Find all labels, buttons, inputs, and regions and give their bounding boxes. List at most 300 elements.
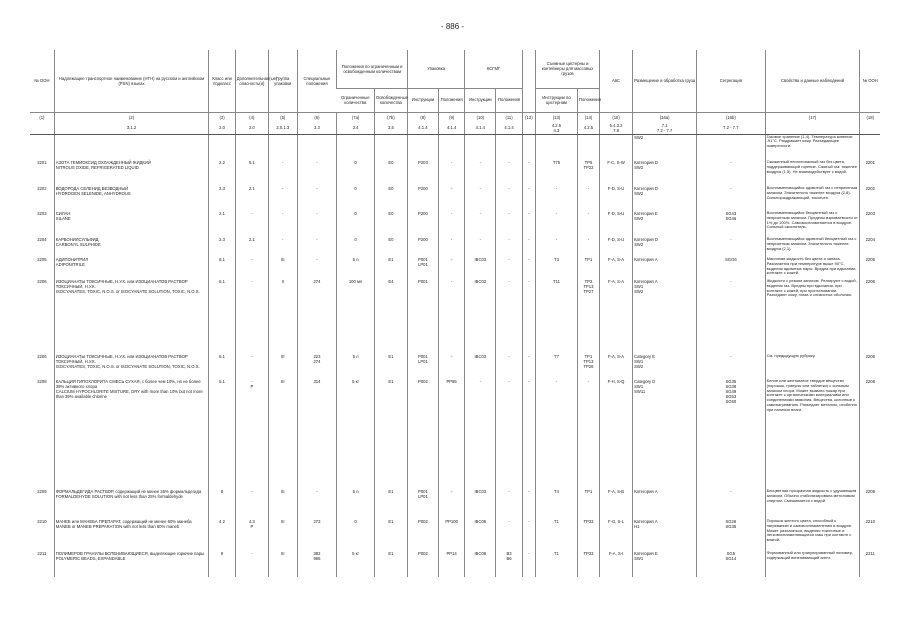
subsidiary-risk: - P [235,379,268,489]
stowage: Категория A [633,489,697,519]
header-ibc-positions: Положения [496,88,522,112]
ibc-provision: - [496,279,522,354]
header-limited-excepted: Положения по ограниченным и освобожденным количествам [337,50,408,88]
class: 2.3 [209,237,235,257]
un-number-right [860,134,880,160]
ibc-provision: - [496,519,522,551]
column-number: (2) [54,112,209,122]
column-number: (4) [235,112,268,122]
stowage: Категория A H1 [633,519,697,551]
header-excepted: Освобожденные количества [374,88,407,112]
class: 9 [209,551,235,577]
excepted-quantity: E0 [374,160,407,186]
un-number: 2202 [37,186,47,191]
subsidiary-risk: - [235,489,268,519]
tank-instruction: T3 [536,257,578,279]
column-number: (14) [577,112,599,122]
packing-instruction: P200 [407,237,438,257]
packing-instruction: P002 [407,551,438,577]
header-stowage: Размещение и обработка груза [633,50,697,112]
ibc-instruction: - [465,160,496,186]
column-reference [860,122,880,134]
packing-group: II [268,279,297,354]
un-number: 2208 [37,379,47,384]
stowage: Категория D SW2 [633,186,697,211]
un-number-right: 2204 [860,237,880,257]
stowage: Категория D SW2 [633,237,697,257]
shipping-name: ИЗОЦИАНАТЫ ТОКСИЧНЫЕ, Н.У.К. или ИЗОЦИАНАТОВ РАСТВОР ТОКСИЧНЫЙ, Н.У.К. ISOCYANATES, TOXIC, N.O.S. or ISOCYANATE SOLUTION, TOXIC, N.O.S. [54,279,209,354]
packing-instruction: P001 LP01 [407,257,438,279]
limited-quantity: 0 [337,211,375,237]
tank-instruction: T4 [536,489,578,519]
tank-provision: TP5 TP22 [577,160,599,186]
properties: Белое или желтоватое твердое вещество (порошок, гранулы или таблетки) с сильным запахом хлора. Может вызвать пожар при контакте с органическими материалами или соединениями аммония. Вещества, склонные к самонагреванию. Разъедает металлы, особенно при наличии влаги. [765,379,860,489]
un-number: 2206 [37,279,47,284]
ibc-provision: - [496,354,522,379]
column-reference: 3.4 [337,122,375,134]
shipping-name: ПОЛИМЕРОВ ГРАНУЛЫ ВСПЕНИВАЮЩИЕСЯ, выделяющие горючие пары POLYMERIC BEADS, EXPANDABLE [54,551,209,577]
ibc-instruction: - [465,379,496,489]
packing-instruction: P001 LP01 [407,489,438,519]
column-numbers-row [30,112,880,122]
un-number: 2204 [37,237,47,242]
header-subsidiary-risk: Дополнительная(ые) опасность(и) [235,50,268,112]
column-number: (7b) [374,112,407,122]
column-reference: 2.0 [235,122,268,134]
ems: F-D, S-U [600,211,633,237]
tank-instruction: T1 [536,519,578,551]
excepted-quantity [374,134,407,160]
ems: F-D, S-U [600,237,633,257]
packing-instruction: P002 [407,519,438,551]
special-provisions: - [297,186,337,211]
un-number-right: 2201 [860,160,880,186]
packing-provision: - [438,354,465,379]
dangerous-goods-table [30,50,880,577]
class: 5.1 [209,379,235,489]
column-reference: 4.1.4 [438,122,465,134]
excepted-quantity: E1 [374,519,407,551]
class: 2.3 [209,186,235,211]
column-number: (7a) [337,112,375,122]
un-number: 2201 [37,160,47,165]
shipping-name: МАНЕБ или МАНЕБА ПРЕПАРАТ, содержащий не менее 60% манеба MANEB or MANEB PREPARATION with not less than 60% maneb [54,519,209,551]
packing-group: - [268,186,297,211]
subsidiary-risk: - [235,279,268,354]
table-row [30,279,880,354]
properties: Сжиженный неогнеопасный газ без цвета, поддерживающий горение. Сжатый газ: тяжелее воздуха (1,5). Не взаимодействует с водой. [765,160,860,186]
excepted-quantity: E1 [374,379,407,489]
un-number [30,134,54,160]
shipping-name: СИЛАН SILANE [54,211,209,237]
segregation: SG5 SG14 [697,551,765,577]
stowage: Category E SW1 SW2 [633,354,697,379]
ibc-instruction: IBC02 [465,279,496,354]
col12: - [522,519,535,551]
shipping-name [54,134,209,160]
special-provisions [297,134,337,160]
properties: Воспламеняющийся ядовитый бесцветный газ с неприятным запахом. Значительно тяжелее воздуха (2,1). [765,237,860,257]
properties: Жидкости с резким запахом. Реагируют с водой, выделяя газ. Вредны при вдыхании, при контакте с кожей, при проглатывании. Разъедают кожу, глаза и слизистые оболочки. [765,279,860,354]
class: 8 [209,489,235,519]
column-references-row [30,122,880,134]
stowage: SW2 [633,134,697,160]
tank-provision: TP33 [577,519,599,551]
properties: Газовое хранение (1,4). Температура кипения: -91°C. Раздражает кожу. Разъедающее поверхности. [765,134,860,160]
column-number: (1) [39,114,45,120]
ems: F-G, S-L [600,519,633,551]
tank-instruction: T11 [536,279,578,354]
header-limited: Ограниченные количества [337,88,375,112]
header-no-oon: № ООН [30,50,54,112]
limited-quantity [337,134,375,160]
segregation: - [697,237,765,257]
column-number: (17) [765,112,860,122]
column-reference: 4.1.4 [407,122,438,134]
class: 4.2 [209,519,235,551]
limited-quantity: 100 мл [337,279,375,354]
subsidiary-risk [235,134,268,160]
header-tanks: Съемные цистерны и контейнеры для массовых грузов [536,50,600,88]
segregation: SG43 SG46 [697,211,765,237]
excepted-quantity: E0 [374,211,407,237]
properties: Воспламеняющийся бесцветный газ с неприятным запахом. Пределы взрываемости от 1% до 100%. Самовоспламеняется в воздухе. Сильный окислитель. [765,211,860,237]
ibc-instruction [465,134,496,160]
un-number: 2205 [37,257,47,262]
shipping-name: ВОДОРОДА СЕЛЕНИД БЕЗВОДНЫЙ HYDROGEN SELENIDE, ANHYDROUS [54,186,209,211]
subsidiary-risk: 4.3 P [235,519,268,551]
packing-group: III [268,354,297,379]
packing-group: III [268,551,297,577]
ibc-provision: - [496,211,522,237]
packing-group: - [268,211,297,237]
special-provisions: 314 [297,379,337,489]
header-properties: Свойства и данные наблюдений [765,50,860,112]
ibc-instruction: IBC08 [465,551,496,577]
un-number: 2209 [37,489,47,494]
tank-instruction: T75 [536,160,578,186]
column-number: (5) [268,112,297,122]
table-body [30,134,880,577]
packing-provision: - [438,257,465,279]
ibc-provision: - [496,257,522,279]
segregation [697,134,765,160]
header-packing-group: Группа упаковки [268,50,297,112]
column-number: (11) [496,112,522,122]
shipping-name: ИЗОЦИАНАТЫ ТОКСИЧНЫЕ, Н.У.К. или ИЗОЦИАНАТОВ РАСТВОР ТОКСИЧНЫЙ, Н.У.К. ISOCYANATES, TOXIC, N.O.S. or ISOCYANATE SOLUTION, TOXIC, N.O.S. [54,354,209,379]
excepted-quantity: E1 [374,257,407,279]
ems: F-A, S-A [600,354,633,379]
column-reference: 3.3 [297,122,337,134]
properties: Формованный или гранулированный полимер, содержащий вспенивающий агент. [765,551,860,577]
shipping-name: КАЛЬЦИЯ ГИПОХЛОРИТА СМЕСЬ СУХАЯ, с более чем 10%, но не более 39% активного хлора CALCIUM HYPOCHLORITE MIXTURE, DRY with more than 10% but not more than 39% available chlorine [54,379,209,489]
col12: - [522,186,535,211]
ibc-provision: - [496,489,522,519]
header-no-oon-right: № ООН [860,50,880,112]
excepted-quantity: E4 [374,279,407,354]
col12 [522,134,535,160]
packing-instruction: P203 [407,160,438,186]
header-special-provisions: Специальные положения [297,50,337,112]
limited-quantity: 5 кг [337,379,375,489]
column-reference: 4.2.5 4.3 [536,122,578,134]
packing-instruction: P200 [407,211,438,237]
packing-instruction [407,134,438,160]
excepted-quantity: E1 [374,551,407,577]
un-number-right: 2205 [860,257,880,279]
ibc-provision: B3 B6 [496,551,522,577]
stowage: Категория A [633,257,697,279]
ibc-instruction: IBC03 [465,354,496,379]
un-number: 2203 [37,211,47,216]
properties: Порошок желтого цвета, способный к нагреванию и самовоспламенению в воздухе. Может разлагаться, выделяя токсичные и легковоспламеняющиеся газы при контакте с влагой. [765,519,860,551]
ibc-instruction: - [465,237,496,257]
table-row [30,211,880,237]
class [209,134,235,160]
tank-instruction [536,134,578,160]
limited-quantity: 0 [337,160,375,186]
segregation: - [697,279,765,354]
tank-provision: - [577,379,599,489]
un-number-right: 2206 [860,354,880,379]
col12: - [522,211,535,237]
tank-instruction: T7 [536,354,578,379]
subsidiary-risk: - [235,211,268,237]
ibc-provision: - [496,379,522,489]
ibc-provision: - [496,237,522,257]
shipping-name: АДИПОНИТРИЛ ADIPONITRILE [54,257,209,279]
column-number: (12) [522,112,535,122]
special-provisions: 223 274 [297,354,337,379]
segregation: - [697,160,765,186]
limited-quantity: 0 [337,519,375,551]
tank-provision: TP33 [577,551,599,577]
ems: F-A, S-A [600,279,633,354]
excepted-quantity: E0 [374,186,407,211]
un-number-right: 2206 [860,279,880,354]
table-row [30,186,880,211]
table-row [30,551,880,577]
ibc-provision: - [496,160,522,186]
column-reference: 3.1.2 [54,122,209,134]
special-provisions: 382 965 [297,551,337,577]
shipping-name: АЗОТА ГЕМИОКСИД ОХЛАЖДЕННЫЙ ЖИДКИЙ NITROUS OXIDE, REFRIGERATED LIQUID [54,160,209,186]
column-number: (15) [600,112,633,122]
column-reference [30,122,54,134]
page-number: - 886 - [440,22,465,31]
header-class: Класс или подкласс [209,50,235,112]
ems: F-H, S-Q [600,379,633,489]
limited-quantity: 5 л [337,489,375,519]
segregation: - [697,186,765,211]
stowage: Категория A SW1 SW2 [633,279,697,354]
segregation: - [697,354,765,379]
table-row [30,160,880,186]
column-reference [522,122,535,134]
header-col12 [522,50,535,112]
column-reference: 2.0 [209,122,235,134]
subsidiary-risk: - [235,354,268,379]
packing-group: - [268,237,297,257]
col12: - [522,279,535,354]
column-number: (10) [465,112,496,122]
stowage: Category D SW1 SW11 [633,379,697,489]
ibc-instruction: - [465,186,496,211]
header-pack-positions: Положения [438,88,465,112]
limited-quantity: 0 [337,237,375,257]
header-name: Надлежащее транспортное наименование (НТН) на русском и английском (PSN) языках [54,50,209,112]
header-tank-positions: Положения [577,88,599,112]
column-reference: 4.2.5 [577,122,599,134]
column-number: (6) [297,112,337,122]
special-provisions: - [297,211,337,237]
segregation: SG35 SG38 SG49 SG53 SG60 [697,379,765,489]
tank-provision [577,134,599,160]
packing-instruction: P001 [407,279,438,354]
tank-provision: TP1 TP13 TP28 [577,354,599,379]
ibc-provision [496,134,522,160]
column-reference: 5.4.3.2 7.8 [600,122,633,134]
subsidiary-risk: 5.1 [235,160,268,186]
column-number: (3) [209,112,235,122]
segregation: SGG6 [697,257,765,279]
class: 2.2 [209,160,235,186]
un-number-right: 2209 [860,489,880,519]
tank-provision: TP1 [577,257,599,279]
packing-provision: PP14 [438,551,465,577]
special-provisions: - [297,257,337,279]
tank-provision: - [577,186,599,211]
subsidiary-risk: 2.1 [235,186,268,211]
packing-provision: PP100 [438,519,465,551]
class: 6.1 [209,257,235,279]
table-row [30,519,880,551]
column-reference: 4.1.4 [496,122,522,134]
column-reference: 3.5 [374,122,407,134]
table-row [30,237,880,257]
stowage: Категория E SW2 [633,211,697,237]
col12: - [522,354,535,379]
tank-instruction: - [536,211,578,237]
packing-group: III [268,379,297,489]
col12: - [522,489,535,519]
table-row [30,354,880,379]
un-number-right: 2210 [860,519,880,551]
shipping-name: КАРБОНИЛСУЛЬФИД CARBONYL SULPHIDE [54,237,209,257]
column-reference: 7.1 7.2 - 7.7 [633,122,697,134]
tank-provision: TP2 TP13 TP27 [577,279,599,354]
tank-instruction: - [536,379,578,489]
header-ibc: КСГМГ [465,50,522,88]
tank-instruction: - [536,186,578,211]
ems: F-A, S-I [600,551,633,577]
tank-provision: - [577,211,599,237]
col12: - [522,379,535,489]
un-number-right: 2202 [860,186,880,211]
packing-provision: - [438,279,465,354]
ems: F-D, S-U [600,186,633,211]
limited-quantity: 5 л [337,257,375,279]
packing-provision: - [438,186,465,211]
un-number: 2211 [37,551,47,556]
ibc-instruction: IBC06 [465,519,496,551]
special-provisions: 274 [297,279,337,354]
shipping-name: ФОРМАЛЬДЕГИДА РАСТВОР, содержащий не менее 25% формальдегида FORMALDEHYDE SOLUTION with not less than 25% formaldehyde [54,489,209,519]
properties: Масляная жидкость без цвета и запаха. Разлагается при температуре выше 90°С, выделяя ядовитые пары. Вредна при вдыхании, контакте с кожей. [765,257,860,279]
column-reference: 2.0.1.3 [268,122,297,134]
special-provisions: - [297,489,337,519]
subsidiary-risk: 2.1 [235,237,268,257]
ibc-instruction: IBC03 [465,489,496,519]
table-row [30,134,880,160]
packing-provision: - [438,160,465,186]
ibc-instruction: IBC03 [465,257,496,279]
segregation: - [697,489,765,519]
column-number: (18) [860,112,880,122]
properties: См. предыдущую рубрику. [765,354,860,379]
excepted-quantity: E1 [374,354,407,379]
ems: F-A, S-A [600,257,633,279]
column-reference [765,122,860,134]
tank-instruction: - [536,237,578,257]
stowage: Категория E SW1 [633,551,697,577]
col12: - [522,237,535,257]
packing-provision: - [438,211,465,237]
col12: - [522,551,535,577]
ems: F-C, S-W [600,160,633,186]
limited-quantity: 0 [337,186,375,211]
excepted-quantity: E1 [374,489,407,519]
tank-instruction: T1 [536,551,578,577]
packing-provision: - [438,489,465,519]
subsidiary-risk: - [235,551,268,577]
table-row [30,257,880,279]
subsidiary-risk: - [235,257,268,279]
packing-instruction: P200 [407,186,438,211]
un-number: 2206 [37,354,47,359]
packing-provision: PP85 [438,379,465,489]
excepted-quantity: E0 [374,237,407,257]
packing-group: III [268,519,297,551]
header-pack-instructions: Инструкции [407,88,438,112]
properties: Бесцветная прозрачная жидкость с удушающим запахом. Обычно стабилизирована метиловым спиртом. Смешивается с водой. [765,489,860,519]
tank-provision: - [577,237,599,257]
packing-group: - [268,160,297,186]
packing-provision [438,134,465,160]
special-provisions: 273 [297,519,337,551]
segregation: SG26 SG35 [697,519,765,551]
packing-group: III [268,257,297,279]
table-row [30,489,880,519]
un-number: 2210 [37,519,47,524]
ems: F-A, S-B [600,489,633,519]
header-ems: АвС [600,50,633,112]
column-number: (16b) [697,112,765,122]
column-reference: 7.2 - 7.7 [697,122,765,134]
limited-quantity: 5 кг [337,551,375,577]
column-number: (16a) [633,112,697,122]
un-number-right: 2208 [860,379,880,489]
limited-quantity: 5 л [337,354,375,379]
tank-provision: TP1 [577,489,599,519]
header-packaging: Упаковка [407,50,464,88]
properties: Воспламеняющийся ядовитый газ с неприятным запахом. Значительно тяжелее воздуха (2,8). Сильнораздражающий, токсичен. [765,186,860,211]
header-ibc-instructions: Инструкции [465,88,496,112]
class: 6.1 [209,354,235,379]
packing-instruction: P002 [407,379,438,489]
column-number: (9) [438,112,465,122]
col12: - [522,160,535,186]
